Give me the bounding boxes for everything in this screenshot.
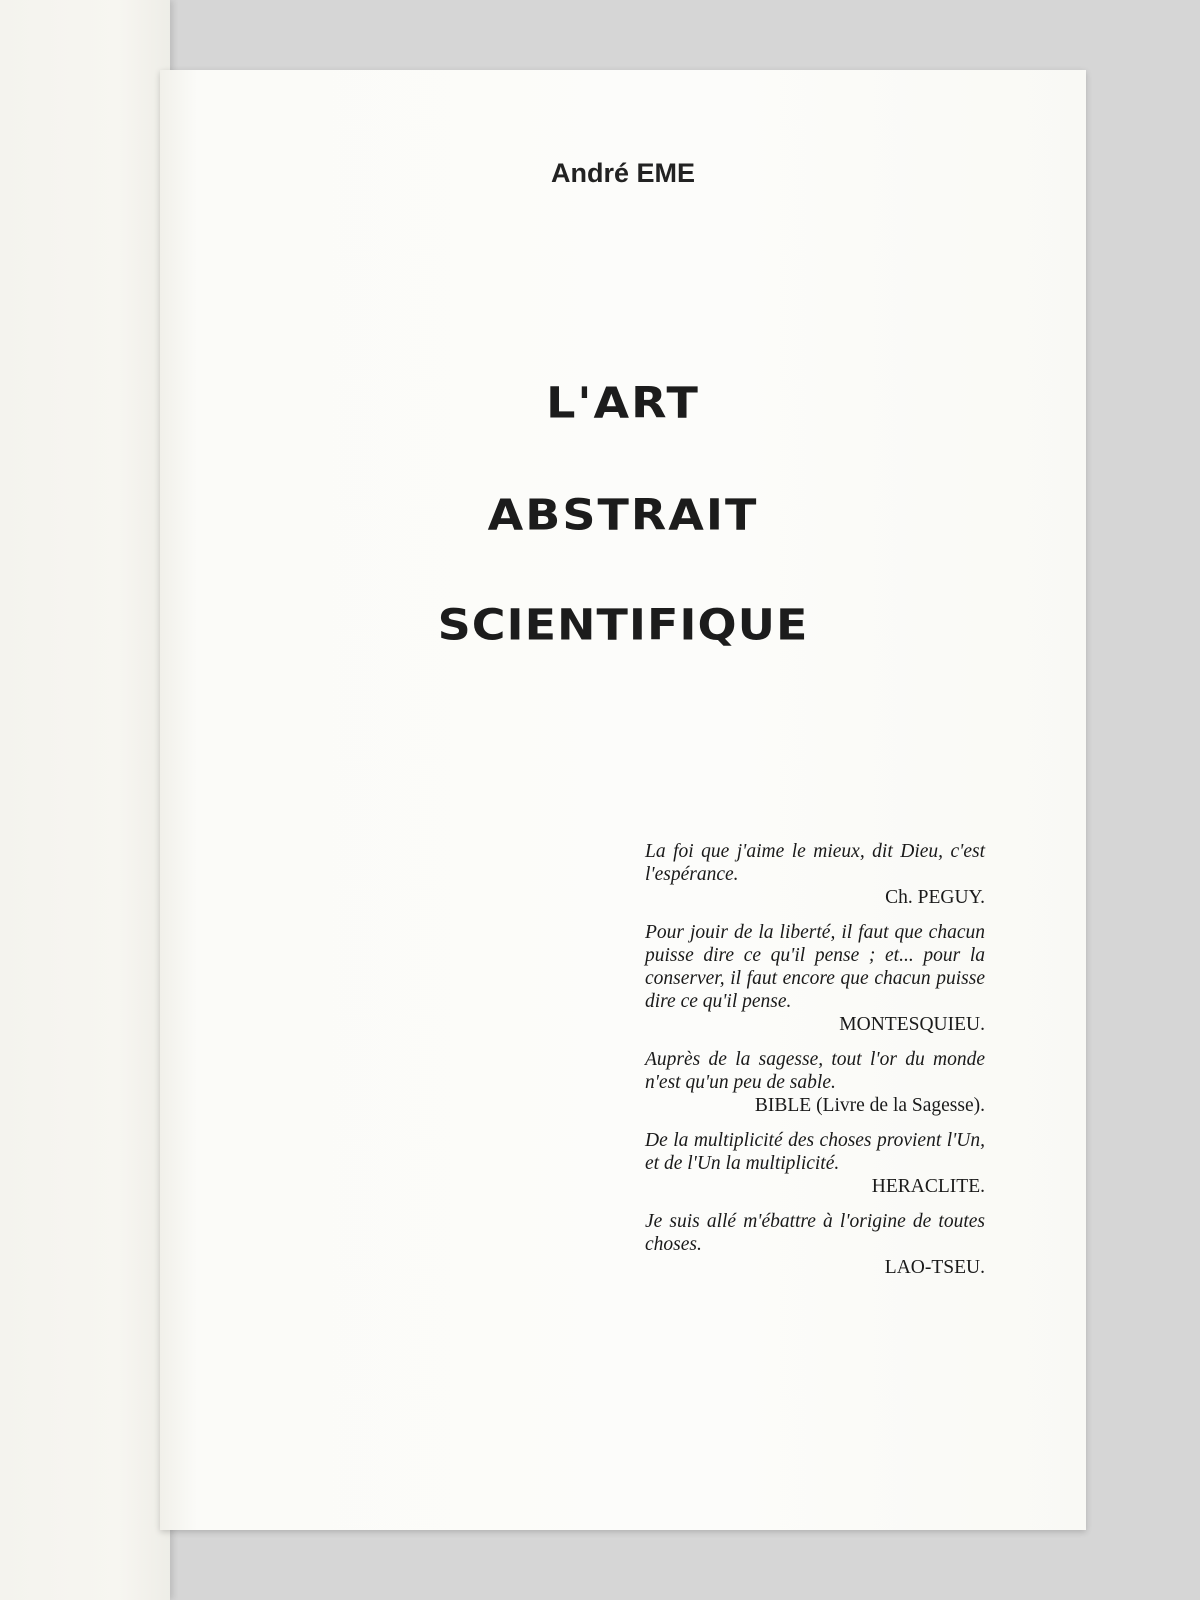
epigraph (645, 1048, 985, 1117)
title-line-1: L'ART (546, 378, 700, 428)
epigraph-quote: La foi que j'aime le mieux, dit Dieu, c'est l'espérance. (645, 841, 985, 885)
author-name: André EME (550, 158, 696, 188)
title-line-3: SCIENTIFIQUE (437, 600, 809, 650)
left-page (0, 0, 170, 1600)
right-page (160, 70, 1086, 1530)
epigraph (645, 921, 985, 1036)
epigraph-source: LAO-TSEU. (884, 1257, 985, 1278)
epigraph-quote: De la multiplicité des choses provient l'Un, et de l'Un la multiplicité. (645, 1130, 985, 1174)
epigraph-source: BIBLE (Livre de la Sagesse). (754, 1095, 985, 1116)
epigraphs (645, 840, 985, 1291)
epigraph-quote: Pour jouir de la liberté, il faut que chacun puisse dire ce qu'il pense ; et... pour la conserver, il faut encore que chacun puisse dire ce qu'il pense. (645, 922, 985, 1012)
epigraph (645, 1129, 985, 1198)
epigraph (645, 1210, 985, 1279)
title-line-2: ABSTRAIT (487, 490, 759, 540)
epigraph-source: HERACLITE. (871, 1176, 985, 1197)
epigraph-quote: Auprès de la sagesse, tout l'or du monde n'est qu'un peu de sable. (645, 1049, 985, 1093)
epigraph (645, 840, 985, 909)
epigraph-source: MONTESQUIEU. (839, 1014, 985, 1035)
epigraph-quote: Je suis allé m'ébattre à l'origine de toutes choses. (645, 1211, 985, 1255)
epigraph-source: Ch. PEGUY. (885, 887, 985, 908)
